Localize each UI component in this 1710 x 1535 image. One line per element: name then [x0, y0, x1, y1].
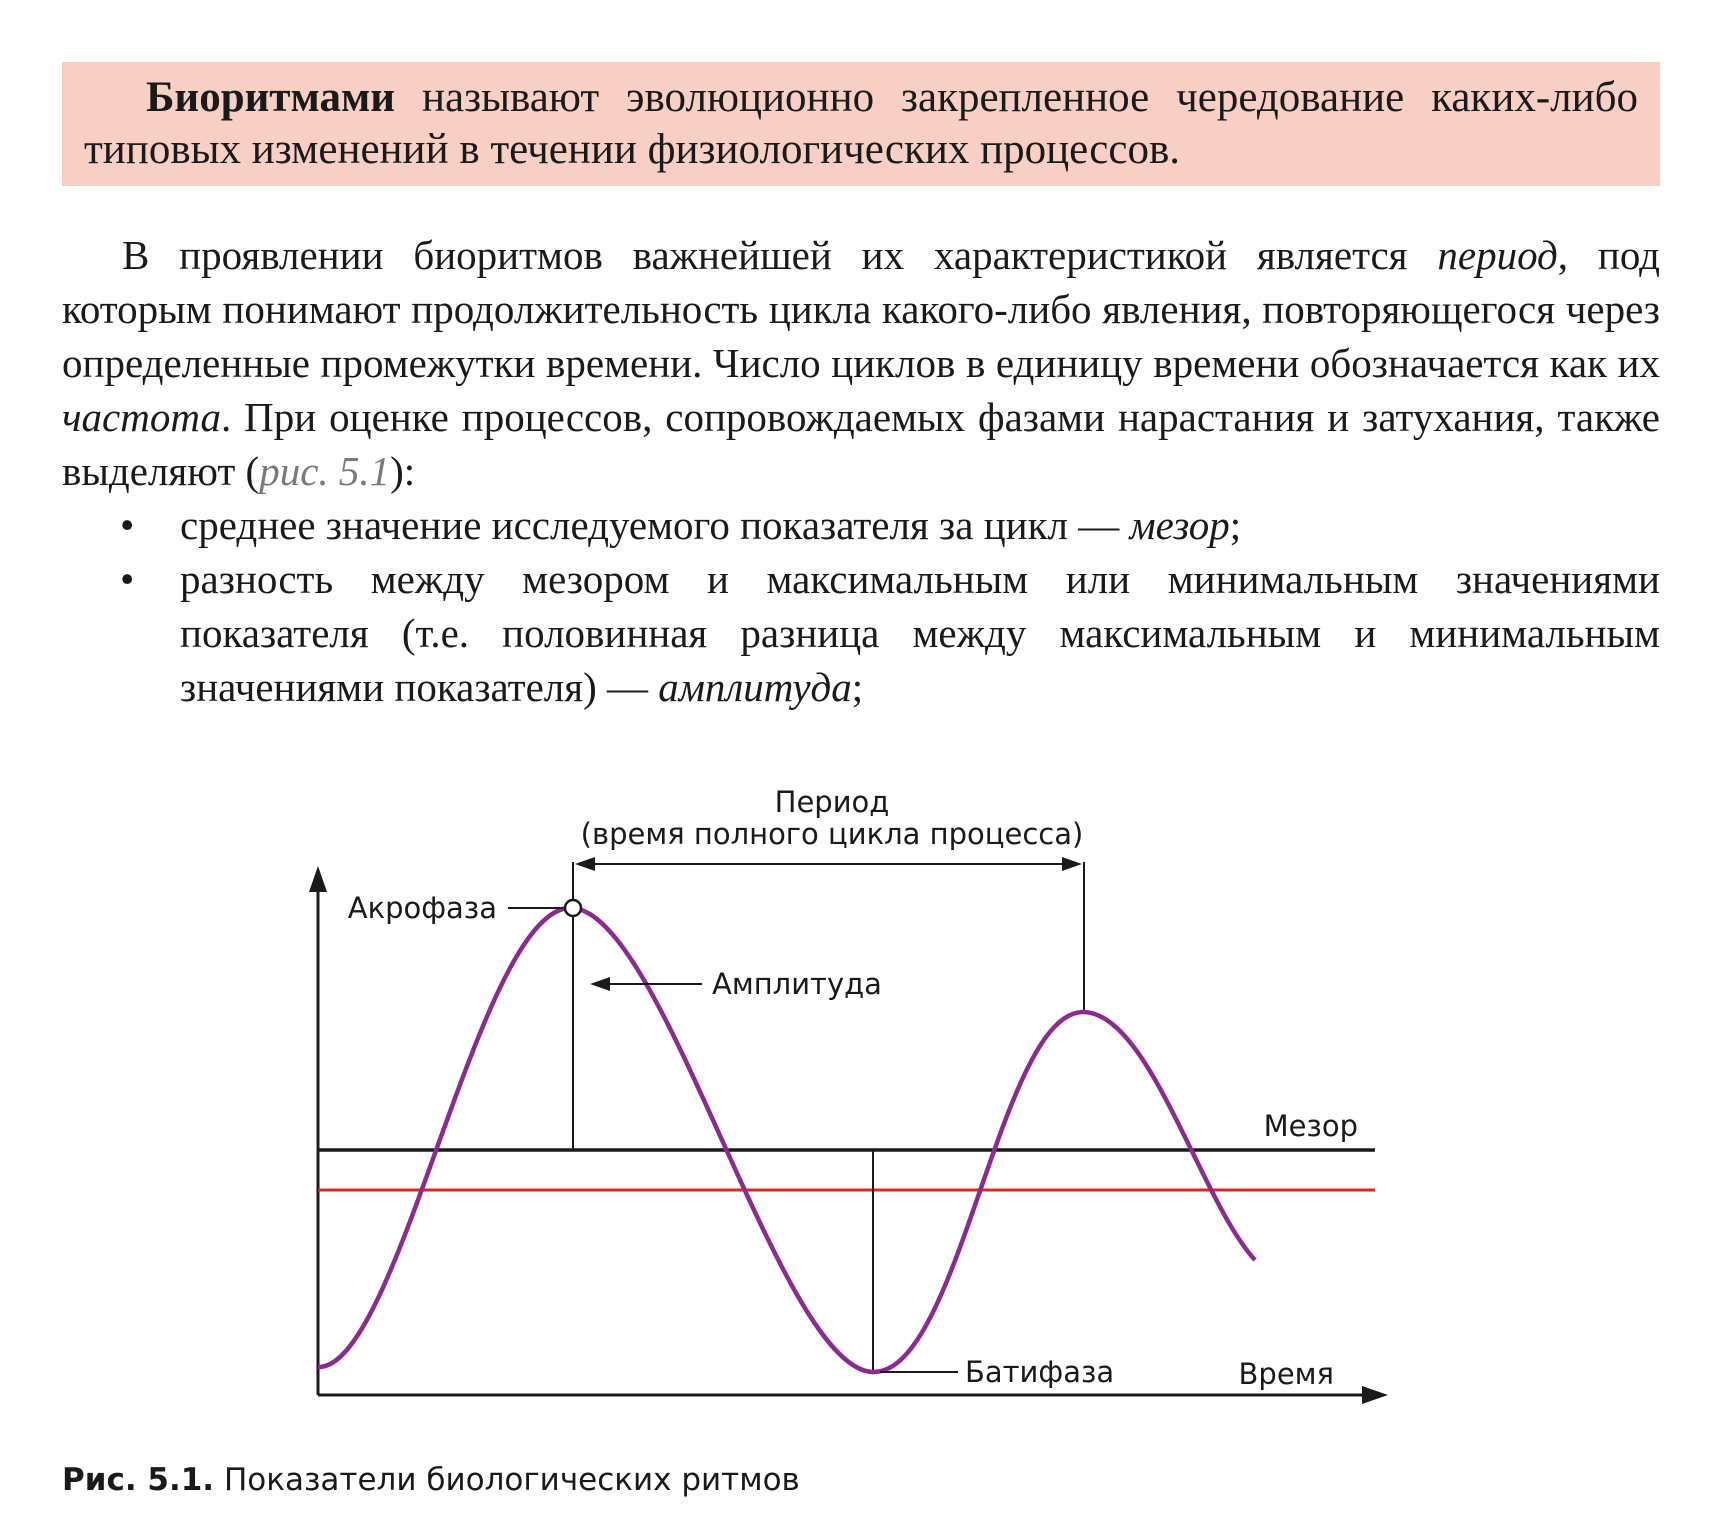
frequency-term: частота: [62, 394, 221, 440]
period-label-line2: (время полного цикла процесса): [580, 817, 1084, 851]
caption-text: Показатели биологических ритмов: [214, 1462, 800, 1498]
paragraph-part-4: ):: [390, 448, 416, 494]
paragraph-part-2: , под которым понимают продолжительность цикла какого-либо явления, повторяющегося через определенные промежутки времени. Число циклов в единицу времени обозначается как их: [62, 232, 1661, 386]
bullet-text: разность между мезором и максимальным или минимальным значениями показателя (т.е. половинная разница между максимальным и минимальным значениями показателя) —: [180, 556, 1660, 710]
bullet-icon: •: [120, 556, 135, 602]
amplitude-term: амплитуда: [658, 664, 852, 710]
body-text: [62, 228, 1660, 714]
acrophase-marker: [565, 900, 581, 916]
bullet-icon: •: [120, 502, 135, 548]
bathyphase-label: Батифаза: [965, 1355, 1115, 1389]
definition-body: называют эволюционно закрепленное чередование каких-либо типовых изменений в течении физиологических процессов.: [84, 74, 1638, 173]
bullet-end: ;: [1229, 502, 1242, 548]
period-label-line1: Период: [774, 785, 890, 819]
intro-paragraph: [62, 228, 1660, 498]
biorhythm-figure: [0, 770, 1710, 1430]
x-axis-arrow-icon: [1362, 1386, 1388, 1404]
amplitude-label: Амплитуда: [712, 967, 882, 1001]
mesor-term: мезор: [1129, 502, 1230, 548]
figure-reference-link[interactable]: рис. 5.1: [259, 448, 391, 494]
bullet-list: [62, 498, 1660, 714]
amplitude-arrow-icon: [590, 977, 610, 991]
period-term: период: [1437, 232, 1558, 278]
caption-number: Рис. 5.1.: [62, 1462, 215, 1498]
time-axis-label: Время: [1238, 1357, 1334, 1391]
acrophase-label: Акрофаза: [347, 891, 497, 925]
period-arrow-right-icon: [1062, 857, 1082, 871]
paragraph-part-1: В проявлении биоритмов важнейшей их характеристикой является: [122, 232, 1438, 278]
y-axis-arrow-icon: [309, 866, 327, 892]
definition-text: [84, 72, 1638, 176]
figure-caption: [62, 1462, 800, 1498]
definition-term: Биоритмами: [146, 74, 396, 121]
period-arrow-left-icon: [575, 857, 595, 871]
definition-box: [62, 62, 1660, 186]
list-item: [62, 552, 1660, 714]
mesor-label: Мезор: [1263, 1109, 1358, 1143]
bullet-text: среднее значение исследуемого показателя за цикл —: [180, 502, 1130, 548]
paragraph-part-3: . При оценке процессов, сопровождаемых фазами нарастания и затухания, также выделяют (: [62, 394, 1660, 494]
list-item: [62, 498, 1660, 552]
bullet-end: ;: [851, 664, 864, 710]
